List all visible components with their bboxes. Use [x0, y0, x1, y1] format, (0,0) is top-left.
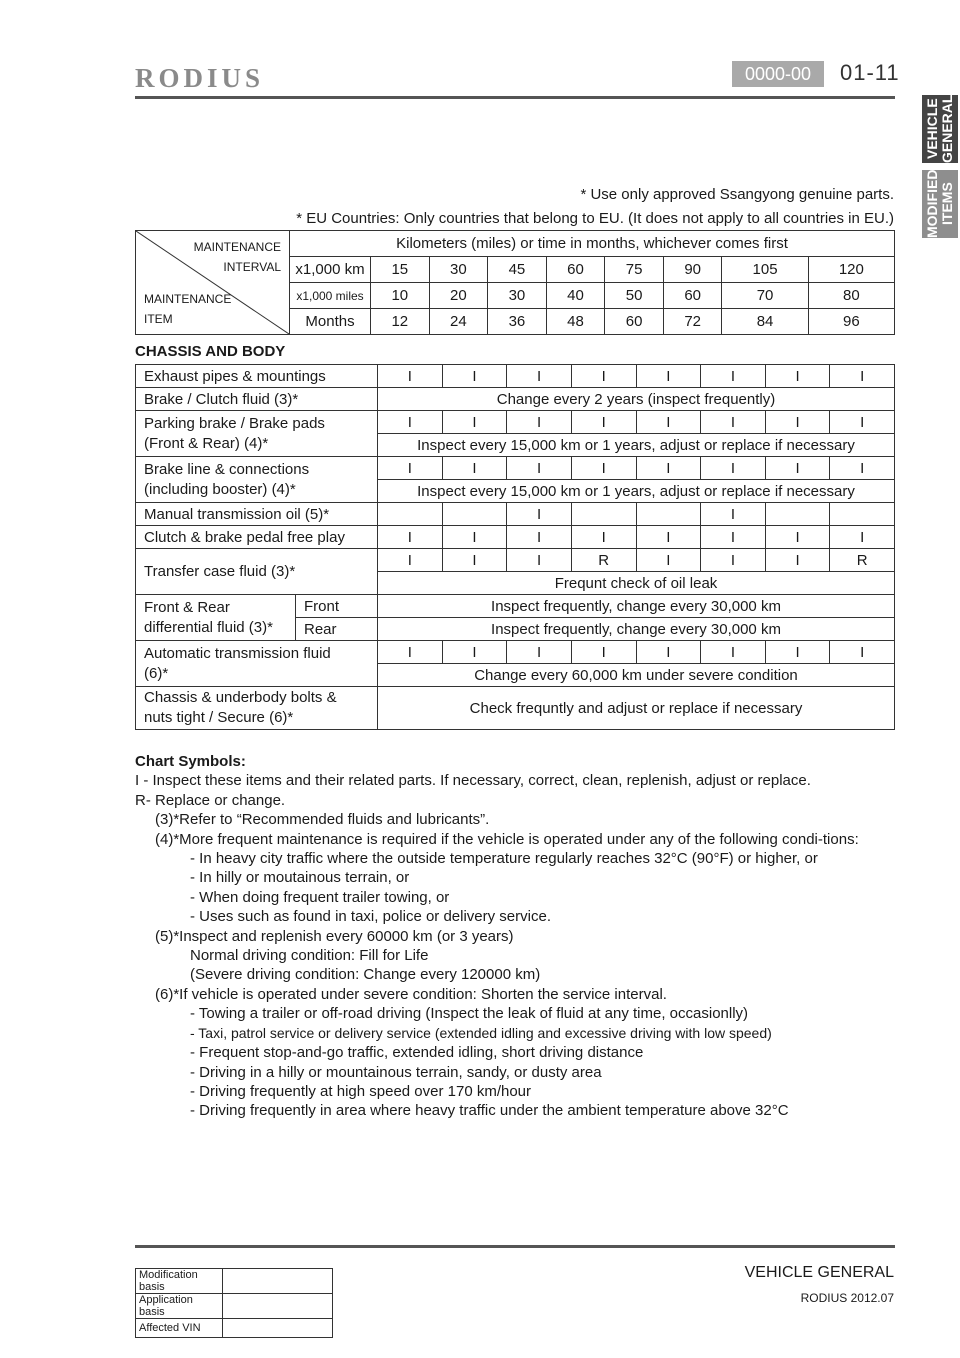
- footnote-5: (5)*Inspect and replenish every 60000 km (or 3 years): [155, 927, 514, 945]
- list-item: Normal driving condition: Fill for Life: [190, 947, 429, 965]
- cell: 60: [605, 309, 664, 335]
- cell: I: [701, 411, 766, 434]
- row-label: x1,000 km: [290, 257, 371, 283]
- cell: I: [571, 457, 636, 480]
- cell: I: [765, 457, 830, 480]
- rodius-logo: RODIUS: [135, 63, 265, 93]
- cell: I: [571, 365, 636, 388]
- cell: I: [830, 526, 895, 549]
- table-row: [136, 595, 895, 618]
- cell: I: [442, 549, 507, 572]
- cell: 105: [722, 257, 808, 283]
- list-item: - Driving in a hilly or mountainous terrain, sandy, or dusty area: [190, 1063, 602, 1081]
- cell: 40: [546, 283, 605, 309]
- cell: 84: [722, 309, 808, 335]
- table-row: [136, 365, 895, 388]
- cell: I: [507, 526, 572, 549]
- eu-countries-note: * EU Countries: Only countries that belong to EU. (It does not apply to all countries in EU.): [296, 210, 894, 227]
- cell-note: Change every 2 years (inspect frequently): [378, 388, 895, 411]
- genuine-parts-note: * Use only approved Ssangyong genuine parts.: [580, 186, 894, 203]
- corner-interval-label: INTERVAL: [223, 260, 281, 274]
- section-title: CHASSIS AND BODY: [135, 343, 286, 360]
- cell: 60: [546, 257, 605, 283]
- item-label: Manual transmission oil (5)*: [136, 503, 378, 526]
- tab-modified-items[interactable]: MODIFIED ITEMS: [922, 170, 958, 238]
- cell: 30: [488, 283, 547, 309]
- interval-table: [135, 230, 895, 335]
- table-row: [136, 457, 895, 480]
- cell: I: [571, 641, 636, 664]
- table-row: [136, 1269, 333, 1294]
- list-item: - In hilly or moutainous terrain, or: [190, 869, 410, 887]
- item-label: [136, 595, 296, 641]
- symbols-title: Chart Symbols:: [135, 753, 246, 770]
- cell: [636, 503, 701, 526]
- item-label-line: nuts tight / Secure (6)*: [144, 709, 294, 726]
- cell: I: [701, 365, 766, 388]
- cell: I: [378, 365, 443, 388]
- corner-maintenance-item-label: MAINTENANCE: [144, 292, 232, 306]
- list-item: - Towing a trailer or off-road driving (Inspect the leak of fluid at any time, occasionlly): [190, 1005, 749, 1023]
- cell: I: [442, 457, 507, 480]
- cell: I: [442, 526, 507, 549]
- list-item: - Driving frequently in area where heavy traffic under the ambient temperature above 32°C: [190, 1102, 789, 1120]
- item-label-line: Brake line & connections: [144, 460, 310, 478]
- cell: [223, 1294, 333, 1319]
- page-number: 01-11: [840, 60, 900, 85]
- cell-note: Check frequntly and adjust or replace if necessary: [378, 687, 895, 730]
- cell: I: [765, 411, 830, 434]
- cell: 48: [546, 309, 605, 335]
- table-row: [136, 641, 895, 664]
- cell: I: [507, 549, 572, 572]
- cell: 96: [808, 309, 894, 335]
- cell: I: [378, 526, 443, 549]
- section-code-badge: 0000-00: [732, 61, 824, 87]
- item-label-line: Parking brake / Brake pads: [144, 414, 325, 432]
- interval-corner-cell: [136, 231, 290, 335]
- list-item: - Taxi, patrol service or delivery service (extended idling and excessive driving with low speed): [190, 1024, 772, 1041]
- modification-table: [135, 1268, 333, 1338]
- cell: [223, 1319, 333, 1338]
- cell: 10: [371, 283, 430, 309]
- item-label: [136, 641, 378, 687]
- footer-rule: [135, 1245, 895, 1248]
- table-row: [136, 1319, 333, 1338]
- list-item: - Driving frequently at high speed over 170 km/hour: [190, 1082, 532, 1100]
- cell: I: [765, 549, 830, 572]
- row-label: x1,000 miles: [290, 283, 371, 309]
- cell: I: [378, 549, 443, 572]
- footer-section: VEHICLE GENERAL: [744, 1264, 894, 1281]
- row-label: Affected VIN: [136, 1319, 223, 1338]
- list-item: - Frequent stop-and-go traffic, extended idling, short driving distance: [190, 1044, 644, 1062]
- cell: I: [442, 411, 507, 434]
- cell: I: [378, 411, 443, 434]
- item-label-line: Front & Rear: [144, 598, 230, 616]
- table-row: [136, 549, 895, 572]
- cell: I: [636, 641, 701, 664]
- footnote-6: (6)*If vehicle is operated under severe condition: Shorten the service interval.: [155, 985, 667, 1003]
- cell: I: [636, 526, 701, 549]
- table-row: [136, 503, 895, 526]
- item-label: [136, 457, 378, 503]
- header-rule: [135, 96, 895, 99]
- item-label: [136, 687, 378, 730]
- cell: I: [378, 641, 443, 664]
- cell: 70: [722, 283, 808, 309]
- list-item: - Uses such as found in taxi, police or delivery service.: [190, 908, 551, 926]
- cell: I: [830, 365, 895, 388]
- cell: I: [701, 457, 766, 480]
- cell: R: [571, 549, 636, 572]
- cell-note: Change every 60,000 km under severe condition: [378, 664, 895, 687]
- cell: [223, 1269, 333, 1294]
- item-label: Exhaust pipes & mountings: [136, 365, 378, 388]
- cell: I: [507, 365, 572, 388]
- item-label-line: Chassis & underbody bolts &: [144, 689, 337, 706]
- cell: R: [830, 549, 895, 572]
- cell: 20: [429, 283, 488, 309]
- table-row: [136, 388, 895, 411]
- cell: I: [765, 526, 830, 549]
- row-label: Modification basis: [136, 1269, 223, 1294]
- item-label-line: Automatic transmission fluid: [144, 644, 331, 662]
- table-row: [136, 526, 895, 549]
- cell: I: [830, 641, 895, 664]
- corner-maintenance-label: MAINTENANCE: [193, 240, 281, 254]
- chart-symbols: [135, 752, 895, 1121]
- cell: [765, 503, 830, 526]
- interval-header: Kilometers (miles) or time in months, whichever comes first: [290, 231, 895, 257]
- row-label: Application basis: [136, 1294, 223, 1319]
- list-item: - In heavy city traffic where the outside temperature regularly reaches 32°C (90°F) or higher, or: [190, 850, 818, 868]
- cell: [571, 503, 636, 526]
- cell: I: [701, 503, 766, 526]
- cell: 36: [488, 309, 547, 335]
- list-item: (Severe driving condition: Change every 120000 km): [190, 966, 541, 984]
- cell: I: [636, 457, 701, 480]
- row-label: Months: [290, 309, 371, 335]
- cell: 120: [808, 257, 894, 283]
- chassis-table: [135, 364, 895, 730]
- symbol-r-definition: R- Replace or change.: [135, 791, 286, 809]
- cell: I: [636, 365, 701, 388]
- cell: I: [701, 641, 766, 664]
- footnote-4: (4)*More frequent maintenance is required if the vehicle is operated under any of the following condi-tions:: [155, 830, 859, 848]
- cell: 45: [488, 257, 547, 283]
- item-label-line: (6)*: [144, 664, 169, 682]
- cell-note: Inspect frequently, change every 30,000 km: [378, 618, 895, 641]
- cell: I: [765, 641, 830, 664]
- footer-model: RODIUS 2012.07: [800, 1291, 894, 1305]
- footnote-3: (3)*Refer to “Recommended fluids and lubricants”.: [155, 811, 490, 829]
- cell: 90: [663, 257, 722, 283]
- table-row: [136, 411, 895, 434]
- cell: I: [701, 526, 766, 549]
- item-label: Clutch & brake pedal free play: [136, 526, 378, 549]
- cell-note: Inspect frequently, change every 30,000 km: [378, 595, 895, 618]
- cell: I: [830, 457, 895, 480]
- sub-label: Rear: [296, 618, 378, 641]
- cell: 24: [429, 309, 488, 335]
- cell-note: Frequnt check of oil leak: [378, 572, 895, 595]
- cell: 72: [663, 309, 722, 335]
- cell: 15: [371, 257, 430, 283]
- cell: I: [507, 457, 572, 480]
- cell-note: Inspect every 15,000 km or 1 years, adjust or replace if necessary: [378, 480, 895, 503]
- sub-label: Front: [296, 595, 378, 618]
- table-row: [136, 687, 895, 730]
- item-label-line: (including booster) (4)*: [144, 480, 296, 498]
- table-row: [136, 1294, 333, 1319]
- cell: I: [507, 641, 572, 664]
- cell: I: [442, 641, 507, 664]
- symbol-i-definition: I - Inspect these items and their related parts. If necessary, correct, clean, replenish, adjust or replace.: [135, 772, 811, 790]
- cell: I: [507, 503, 572, 526]
- cell: I: [830, 411, 895, 434]
- cell-note: Inspect every 15,000 km or 1 years, adjust or replace if necessary: [378, 434, 895, 457]
- cell: 12: [371, 309, 430, 335]
- item-label: Brake / Clutch fluid (3)*: [136, 388, 378, 411]
- cell: I: [701, 549, 766, 572]
- corner-item-label: ITEM: [144, 312, 173, 326]
- cell: I: [442, 365, 507, 388]
- cell: I: [636, 549, 701, 572]
- cell: I: [765, 365, 830, 388]
- cell: 50: [605, 283, 664, 309]
- cell: 75: [605, 257, 664, 283]
- cell: 60: [663, 283, 722, 309]
- item-label: Transfer case fluid (3)*: [136, 549, 378, 595]
- cell: I: [571, 526, 636, 549]
- cell: I: [507, 411, 572, 434]
- cell: I: [378, 457, 443, 480]
- item-label-line: (Front & Rear) (4)*: [144, 434, 269, 452]
- tab-vehicle-general[interactable]: VEHICLE GENERAL: [922, 95, 958, 163]
- cell: I: [636, 411, 701, 434]
- cell: 80: [808, 283, 894, 309]
- cell: [830, 503, 895, 526]
- cell: 30: [429, 257, 488, 283]
- list-item: - When doing frequent trailer towing, or: [190, 888, 450, 906]
- item-label-line: differential fluid (3)*: [144, 618, 273, 636]
- cell: I: [571, 411, 636, 434]
- item-label: [136, 411, 378, 457]
- cell: [378, 503, 443, 526]
- cell: [442, 503, 507, 526]
